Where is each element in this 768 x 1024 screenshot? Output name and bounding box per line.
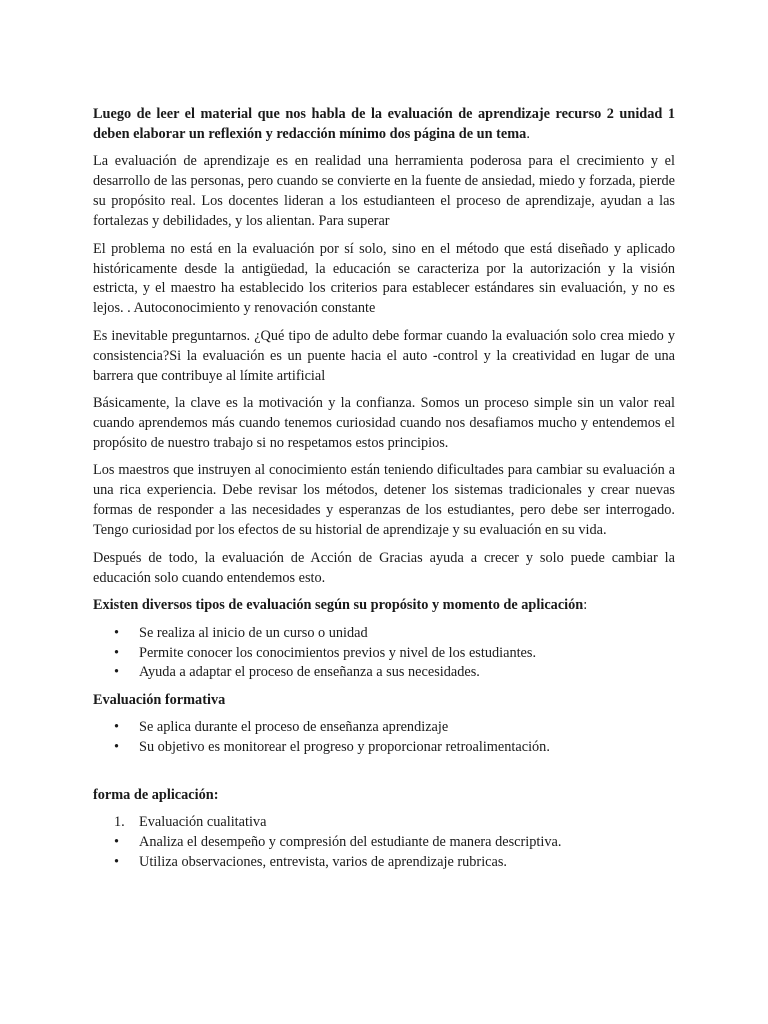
- list-item-text: Utiliza observaciones, entrevista, varios de aprendizaje rubricas.: [139, 854, 507, 871]
- formative-bullet-list: [93, 718, 675, 758]
- list-item-text: Analiza el desempeño y compresión del estudiante de manera descriptiva.: [139, 834, 562, 851]
- bullet-icon: •: [114, 719, 120, 736]
- formative-heading: Evaluación formativa: [93, 691, 226, 708]
- list-item: [93, 718, 675, 738]
- intro-paragraph: [93, 105, 675, 145]
- application-list: [93, 813, 675, 873]
- bullet-icon: •: [114, 739, 120, 756]
- bullet-icon: •: [114, 834, 120, 851]
- types-heading: [93, 596, 675, 616]
- list-number: 1.: [114, 814, 125, 831]
- blank-line: [93, 766, 675, 786]
- bullet-icon: •: [114, 624, 120, 641]
- body-paragraph: Después de todo, la evaluación de Acción de Gracias ayuda a crecer y solo puede cambiar la educación solo cuando entendemos esto.: [93, 549, 675, 586]
- numbered-list-item: [93, 813, 675, 833]
- list-item: [93, 853, 675, 873]
- list-item-text: Permite conocer los conocimientos previos y nivel de los estudiantes.: [139, 644, 537, 661]
- bullet-icon: •: [114, 854, 120, 871]
- bullet-icon: •: [114, 664, 120, 681]
- list-item-text: Su objetivo es monitorear el progreso y proporcionar retroalimentación.: [139, 739, 550, 756]
- body-paragraph: Es inevitable preguntarnos. ¿Qué tipo de adulto debe formar cuando la evaluación solo crea miedo y consistencia?Si la evaluación es un puente hacia el auto -control y la creatividad en lugar de una barrera que contribuye al límite artificial: [93, 327, 675, 384]
- types-bullet-list: [93, 624, 675, 684]
- list-item: [93, 833, 675, 853]
- list-item-text: Evaluación cualitativa: [139, 814, 267, 831]
- body-paragraph: La evaluación de aprendizaje es en realidad una herramienta poderosa para el crecimiento y el desarrollo de las personas, pero cuando se convierte en la fuente de ansiedad, miedo y forzada, pierde su propósito real. Los docentes lideran a los estudianteen el proceso de aprendizaje, ayudan a las fortalezas y debilidades, y los alientan. Para superar: [93, 153, 675, 230]
- list-item: [93, 644, 675, 664]
- application-heading: forma de aplicación:: [93, 786, 219, 803]
- intro-text: Luego de leer el material que nos habla de la evaluación de aprendizaje recurso 2 unidad 1 deben elaborar un reflexión y redacción mínimo dos página de un tema: [93, 106, 675, 142]
- bullet-icon: •: [114, 644, 120, 661]
- list-item-text: Ayuda a adaptar el proceso de enseñanza a sus necesidades.: [139, 664, 480, 681]
- types-heading-colon: :: [583, 597, 588, 614]
- types-heading-text: Existen diversos tipos de evaluación según su propósito y momento de aplicación: [93, 597, 584, 614]
- list-item-text: Se aplica durante el proceso de enseñanza aprendizaje: [139, 719, 449, 736]
- body-paragraph: Básicamente, la clave es la motivación y la confianza. Somos un proceso simple sin un valor real cuando aprendemos más cuando tenemos curiosidad cuando nos desafiamos mucho y entendemos el propósito de nuestro trabajo si no respetamos estos principios.: [93, 395, 675, 451]
- list-item: [93, 738, 675, 758]
- list-item: [93, 624, 675, 644]
- intro-period: .: [526, 125, 530, 142]
- body-paragraph: El problema no está en la evaluación por sí solo, sino en el método que está diseñado y aplicado históricamente desde la antigüedad, la educación se caracteriza por la autorización y la visión estricta, y el maestro ha establecido los criterios para establecer estándares sin evaluación, y no es lejos. . Autoconocimiento y renovación constante: [93, 240, 675, 317]
- document-body: [93, 105, 675, 881]
- list-item-text: Se realiza al inicio de un curso o unidad: [139, 624, 368, 641]
- body-paragraph: Los maestros que instruyen al conocimiento están teniendo dificultades para cambiar su evaluación a una rica experiencia. Debe revisar los métodos, detener los sistemas tradicionales y crear nuevas formas de responder a las necesidades y esperanzas de los estudiantes, pero debe ser interrogado. Tengo curiosidad por los efectos de su historial de aprendizaje y su evaluación en su vida.: [93, 462, 675, 539]
- list-item: [93, 663, 675, 683]
